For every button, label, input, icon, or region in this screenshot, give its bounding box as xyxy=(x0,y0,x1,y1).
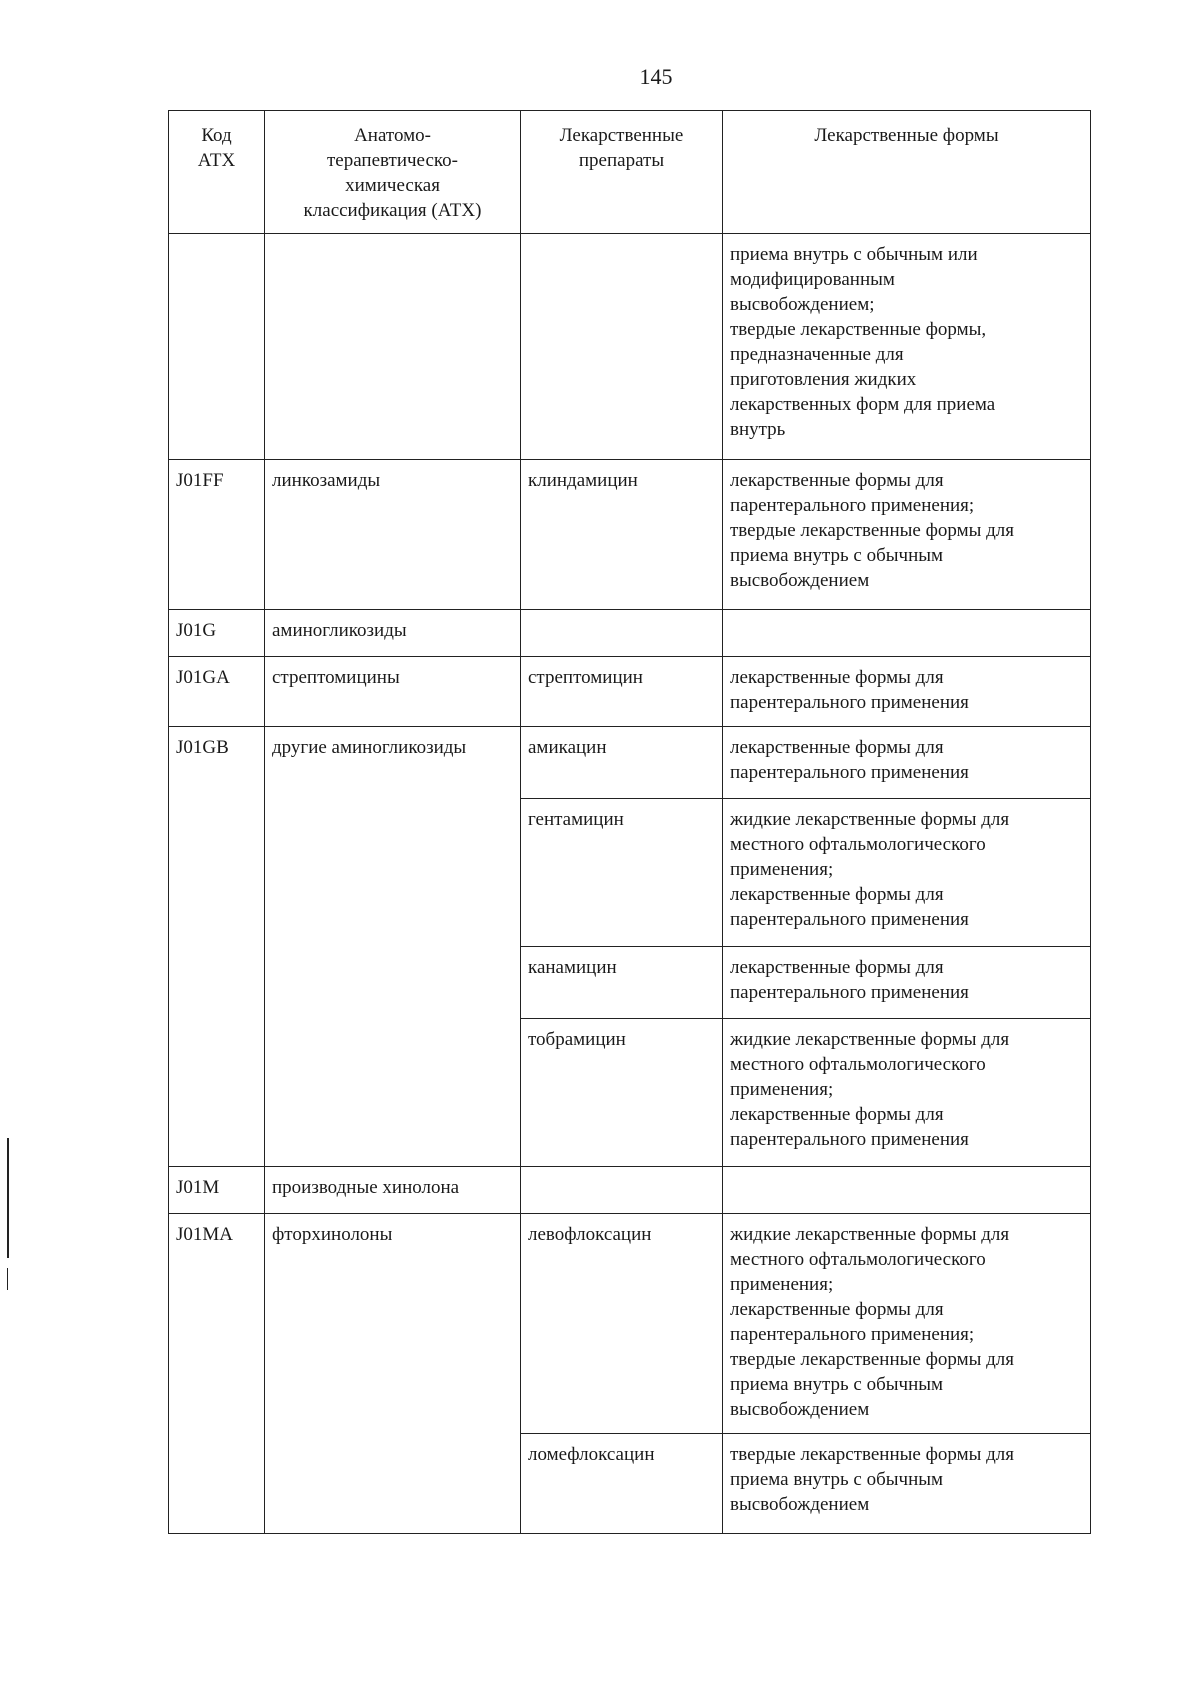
cell-code: J01GB xyxy=(169,727,265,1167)
table-row xyxy=(169,1214,1091,1434)
cell-drug: клиндамицин xyxy=(521,460,723,610)
cell-forms xyxy=(723,610,1091,657)
cell-group: линкозамиды xyxy=(265,460,521,610)
cell-group: аминогликозиды xyxy=(265,610,521,657)
cell-drug xyxy=(521,234,723,460)
header-code: Код АТХ xyxy=(169,111,265,234)
header-dosage-forms: Лекарственные формы xyxy=(723,111,1091,234)
cell-drug: стрептомицин xyxy=(521,657,723,727)
cell-group: другие аминогликозиды xyxy=(265,727,521,1167)
table-row xyxy=(169,1167,1091,1214)
cell-forms: жидкие лекарственные формы для местного офтальмологического применения; лекарственные формы для парентерального применения; твердые лекарственные формы для приема внутрь с обычным высвобождением xyxy=(723,1214,1091,1434)
cell-forms: лекарственные формы для парентерального применения xyxy=(723,947,1091,1019)
cell-forms: лекарственные формы для парентерального применения; твердые лекарственные формы для приема внутрь с обычным высвобождением xyxy=(723,460,1091,610)
cell-drug: левофлоксацин xyxy=(521,1214,723,1434)
cell-group: стрептомицины xyxy=(265,657,521,727)
cell-forms: жидкие лекарственные формы для местного офтальмологического применения; лекарственные формы для парентерального применения xyxy=(723,799,1091,947)
header-atx-classification: Анатомо- терапевтическо- химическая классификация (АТХ) xyxy=(265,111,521,234)
cell-drug: тобрамицин xyxy=(521,1019,723,1167)
cell-group xyxy=(265,234,521,460)
cell-forms xyxy=(723,1167,1091,1214)
table-row xyxy=(169,460,1091,610)
cell-drug: ломефлоксацин xyxy=(521,1434,723,1534)
cell-code: J01FF xyxy=(169,460,265,610)
table-row xyxy=(169,234,1091,460)
cell-group: фторхинолоны xyxy=(265,1214,521,1534)
cell-drug: гентамицин xyxy=(521,799,723,947)
header-drugs: Лекарственные препараты xyxy=(521,111,723,234)
table-header-row xyxy=(169,111,1091,234)
cell-code: J01MA xyxy=(169,1214,265,1534)
scan-mark xyxy=(7,1268,8,1290)
page-number: 145 xyxy=(639,64,673,89)
cell-forms: твердые лекарственные формы для приема внутрь с обычным высвобождением xyxy=(723,1434,1091,1534)
table-row xyxy=(169,727,1091,799)
atx-table xyxy=(168,110,1091,1534)
cell-code xyxy=(169,234,265,460)
cell-forms: жидкие лекарственные формы для местного офтальмологического применения; лекарственные формы для парентерального применения xyxy=(723,1019,1091,1167)
table-row xyxy=(169,610,1091,657)
cell-drug xyxy=(521,610,723,657)
cell-code: J01M xyxy=(169,1167,265,1214)
cell-drug: канамицин xyxy=(521,947,723,1019)
cell-forms: лекарственные формы для парентерального применения xyxy=(723,657,1091,727)
cell-drug: амикацин xyxy=(521,727,723,799)
cell-forms: приема внутрь с обычным или модифицированным высвобождением; твердые лекарственные формы, предназначенные для приготовления жидких лекарственных форм для приема внутрь xyxy=(723,234,1091,460)
table-row xyxy=(169,657,1091,727)
cell-group: производные хинолона xyxy=(265,1167,521,1214)
cell-code: J01GA xyxy=(169,657,265,727)
cell-forms: лекарственные формы для парентерального применения xyxy=(723,727,1091,799)
scan-mark xyxy=(7,1138,9,1258)
cell-code: J01G xyxy=(169,610,265,657)
cell-drug xyxy=(521,1167,723,1214)
